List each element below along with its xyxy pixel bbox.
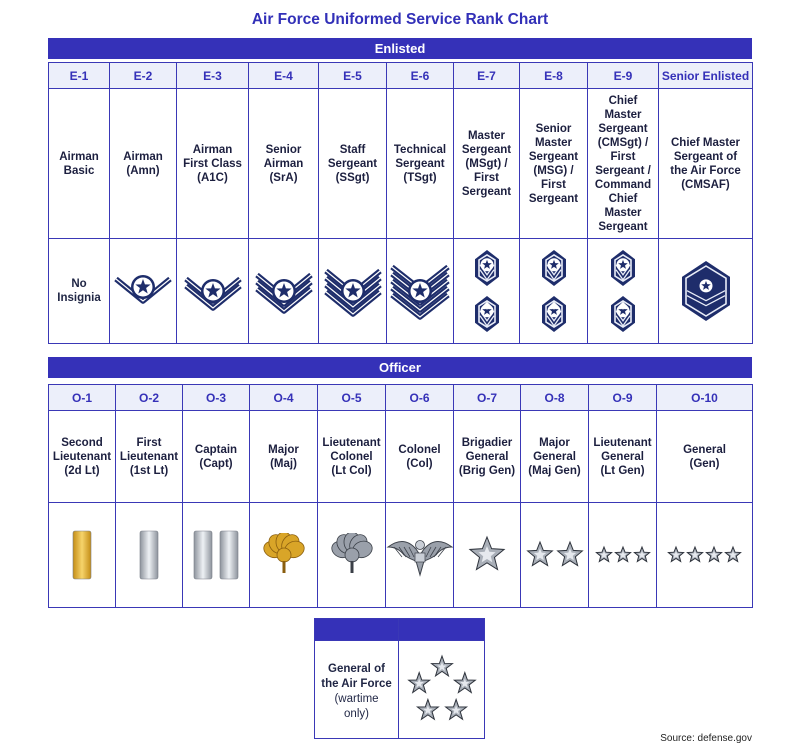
rank-name-line: (SrA) <box>269 171 298 184</box>
rank-name-line: Senior <box>535 122 572 135</box>
rank-name-line: Airman <box>263 157 304 170</box>
four-stars-icon <box>666 545 743 565</box>
insignia-cell <box>116 503 183 608</box>
rank-name-line: Sergeant <box>598 220 648 233</box>
rank-name <box>589 411 657 503</box>
rank-name <box>49 411 116 503</box>
smsgt-icon <box>539 248 569 288</box>
rank-name-line: Colonel <box>330 450 373 463</box>
rank-name-line: (Capt) <box>199 457 233 470</box>
rank-name-line: First <box>541 178 566 191</box>
rank-name-line: Master <box>534 136 573 149</box>
rank-name-line: (Gen) <box>689 457 720 470</box>
insignia-cell <box>454 503 521 608</box>
silver-bar-icon <box>192 529 214 581</box>
grade-header: E-6 <box>387 63 454 89</box>
rank-name-line: (SSgt) <box>335 171 370 184</box>
rank-name-line: Staff <box>339 143 366 156</box>
msgt-icon <box>472 248 502 288</box>
rank-name-line: Technical <box>393 143 447 156</box>
rank-name-line: (Lt Gen) <box>600 464 645 477</box>
insignia-cell <box>520 239 588 344</box>
rank-name <box>659 89 753 239</box>
rank-name-line: (MSgt) / <box>465 157 508 170</box>
insignia-cell <box>588 239 659 344</box>
grade-header: O-4 <box>250 385 318 411</box>
insignia-cell <box>454 239 520 344</box>
grade-header: O-7 <box>454 385 521 411</box>
rank-name-line: Major <box>268 443 299 456</box>
rank-name <box>521 411 589 503</box>
rank-name <box>454 89 520 239</box>
rank-name-line: (MSG) / <box>533 164 574 177</box>
no-insignia-text: Insignia <box>57 292 101 304</box>
insignia-cell <box>589 503 657 608</box>
gaf-name-cell <box>315 641 399 739</box>
rank-name-line: General <box>683 443 726 456</box>
grade-header: E-4 <box>249 63 319 89</box>
rank-name-line: Airman <box>123 150 163 163</box>
rank-name-line: First Class <box>183 157 242 170</box>
chevron-icon <box>390 257 450 325</box>
grade-header: E-5 <box>319 63 387 89</box>
grade-header: O-9 <box>589 385 657 411</box>
rank-name-line: Airman <box>192 143 233 156</box>
grade-header: E-2 <box>110 63 177 89</box>
chevron-icon <box>324 261 382 321</box>
rank-name-line: Airman <box>59 150 99 163</box>
grade-header: O-2 <box>116 385 183 411</box>
rank-name-line: (A1C) <box>197 171 228 184</box>
chevron-icon <box>255 265 313 317</box>
rank-name-line: Master <box>467 129 506 142</box>
rank-name-line: General <box>601 450 644 463</box>
rank-name-line: General <box>533 450 576 463</box>
rank-name <box>183 411 250 503</box>
insignia-cell <box>183 503 250 608</box>
cmsaf-icon <box>679 259 733 323</box>
two-stars-icon <box>525 540 585 570</box>
rank-name-line: First <box>610 150 636 163</box>
silver-bar-icon <box>218 529 240 581</box>
rank-name <box>250 411 318 503</box>
rank-name-line: Lieutenant <box>52 450 112 463</box>
rank-name <box>110 89 177 239</box>
rank-name-line: Major <box>539 436 570 449</box>
rank-name-line: Chief Master <box>670 136 741 149</box>
command-chief-icon <box>608 294 638 334</box>
gaf-insignia-cell <box>399 641 485 739</box>
rank-name-line: Lieutenant <box>119 450 179 463</box>
insignia-cell <box>318 503 386 608</box>
insignia-cell <box>319 239 387 344</box>
rank-name-line: (CMSgt) / <box>597 136 649 149</box>
rank-name-line: (TSgt) <box>403 171 437 184</box>
rank-name-line: Basic <box>63 164 95 177</box>
rank-name-line: Sergeant <box>528 192 579 205</box>
insignia-cell <box>521 503 589 608</box>
rank-name-line: Command <box>594 178 652 191</box>
chevron-icon <box>184 269 242 313</box>
rank-name-line: Sergeant <box>327 157 378 170</box>
grade-header: E-9 <box>588 63 659 89</box>
rank-name-line: Sergeant <box>461 143 512 156</box>
rank-name-line: First <box>136 436 162 449</box>
rank-name-line: Sergeant <box>395 157 445 170</box>
grade-header: O-10 <box>657 385 753 411</box>
no-insignia-text: No <box>71 278 87 290</box>
officer-band: Officer <box>48 357 752 378</box>
rank-name <box>49 89 110 239</box>
general-of-air-force-table <box>314 618 485 739</box>
rank-name-line: Chief <box>608 94 638 107</box>
enlisted-band: Enlisted <box>48 38 752 59</box>
rank-name <box>657 411 753 503</box>
eagle-icon <box>386 533 454 577</box>
rank-name-line: (Maj) <box>270 457 297 470</box>
rank-name-line: Captain <box>194 443 238 456</box>
rank-name-line: (1st Lt) <box>129 464 169 477</box>
rank-name-line: Master <box>604 108 642 121</box>
rank-name-line: Sergeant of <box>673 150 738 163</box>
gaf-name: General of the Air Force <box>321 662 392 690</box>
grade-header: E-7 <box>454 63 520 89</box>
rank-name <box>319 89 387 239</box>
rank-name-line: Master <box>604 206 642 219</box>
insignia-cell <box>250 503 318 608</box>
grade-header: Senior Enlisted <box>659 63 753 89</box>
rank-name-line: (Brig Gen) <box>458 464 516 477</box>
rank-name-line: Senior <box>265 143 302 156</box>
grade-header: O-1 <box>49 385 116 411</box>
silver-oak-leaf-icon <box>330 533 374 577</box>
first-sergeant-icon <box>472 294 502 334</box>
rank-name-line: (Amn) <box>126 164 160 177</box>
rank-name-line: Sergeant / <box>595 164 651 177</box>
rank-name-line: (Col) <box>406 457 433 470</box>
insignia-cell <box>49 503 116 608</box>
insignia-cell <box>177 239 249 344</box>
one-star-icon <box>467 535 507 575</box>
chart-title: Air Force Uniformed Service Rank Chart <box>251 11 549 28</box>
rank-name-line: Lieutenant <box>593 436 652 449</box>
grade-header: O-6 <box>386 385 454 411</box>
rank-name <box>116 411 183 503</box>
rank-name-line: Sergeant <box>461 185 512 198</box>
insignia-cell <box>657 503 753 608</box>
insignia-cell <box>49 239 110 344</box>
insignia-cell <box>387 239 454 344</box>
rank-name-line: Second <box>61 436 103 449</box>
gold-bar-icon <box>71 529 93 581</box>
insignia-cell <box>386 503 454 608</box>
rank-name <box>588 89 659 239</box>
cmsgt-icon <box>608 248 638 288</box>
first-sergeant-icon <box>539 294 569 334</box>
gold-oak-leaf-icon <box>262 533 306 577</box>
officer-table <box>48 384 753 608</box>
rank-name-line: (CMSAF) <box>681 178 730 191</box>
insignia-cell <box>249 239 319 344</box>
rank-name <box>387 89 454 239</box>
rank-name-line: General <box>465 450 509 463</box>
rank-name <box>520 89 588 239</box>
rank-name-line: Colonel <box>398 443 441 456</box>
silver-bar-icon <box>138 529 160 581</box>
rank-name <box>454 411 521 503</box>
three-stars-icon <box>594 545 652 565</box>
rank-name-line: First <box>474 171 499 184</box>
rank-name-line: Sergeant <box>528 150 579 163</box>
rank-name-line: the Air Force <box>670 164 741 177</box>
rank-name-line: Sergeant <box>598 122 648 135</box>
gaf-note: (wartime only) <box>334 692 379 720</box>
gaf-header-right <box>399 619 485 641</box>
five-stars-circle-icon <box>402 650 482 730</box>
rank-name-line: (Lt Col) <box>331 464 372 477</box>
rank-name-line: Lieutenant <box>322 436 381 449</box>
rank-name <box>177 89 249 239</box>
rank-name <box>249 89 319 239</box>
grade-header: E-1 <box>49 63 110 89</box>
grade-header: E-3 <box>177 63 249 89</box>
insignia-cell <box>110 239 177 344</box>
insignia-cell <box>659 239 753 344</box>
grade-header: O-8 <box>521 385 589 411</box>
chevron-icon <box>114 269 172 313</box>
rank-name-line: (Maj Gen) <box>528 464 581 477</box>
rank-name-line: Chief <box>608 192 638 205</box>
enlisted-table <box>48 62 753 344</box>
rank-name <box>386 411 454 503</box>
grade-header: E-8 <box>520 63 588 89</box>
source-note: Source: defense.gov <box>660 733 752 744</box>
rank-name-line: Brigadier <box>461 436 513 449</box>
rank-name <box>318 411 386 503</box>
grade-header: O-5 <box>318 385 386 411</box>
rank-name-line: (2d Lt) <box>64 464 100 477</box>
gaf-header-left <box>315 619 399 641</box>
grade-header: O-3 <box>183 385 250 411</box>
